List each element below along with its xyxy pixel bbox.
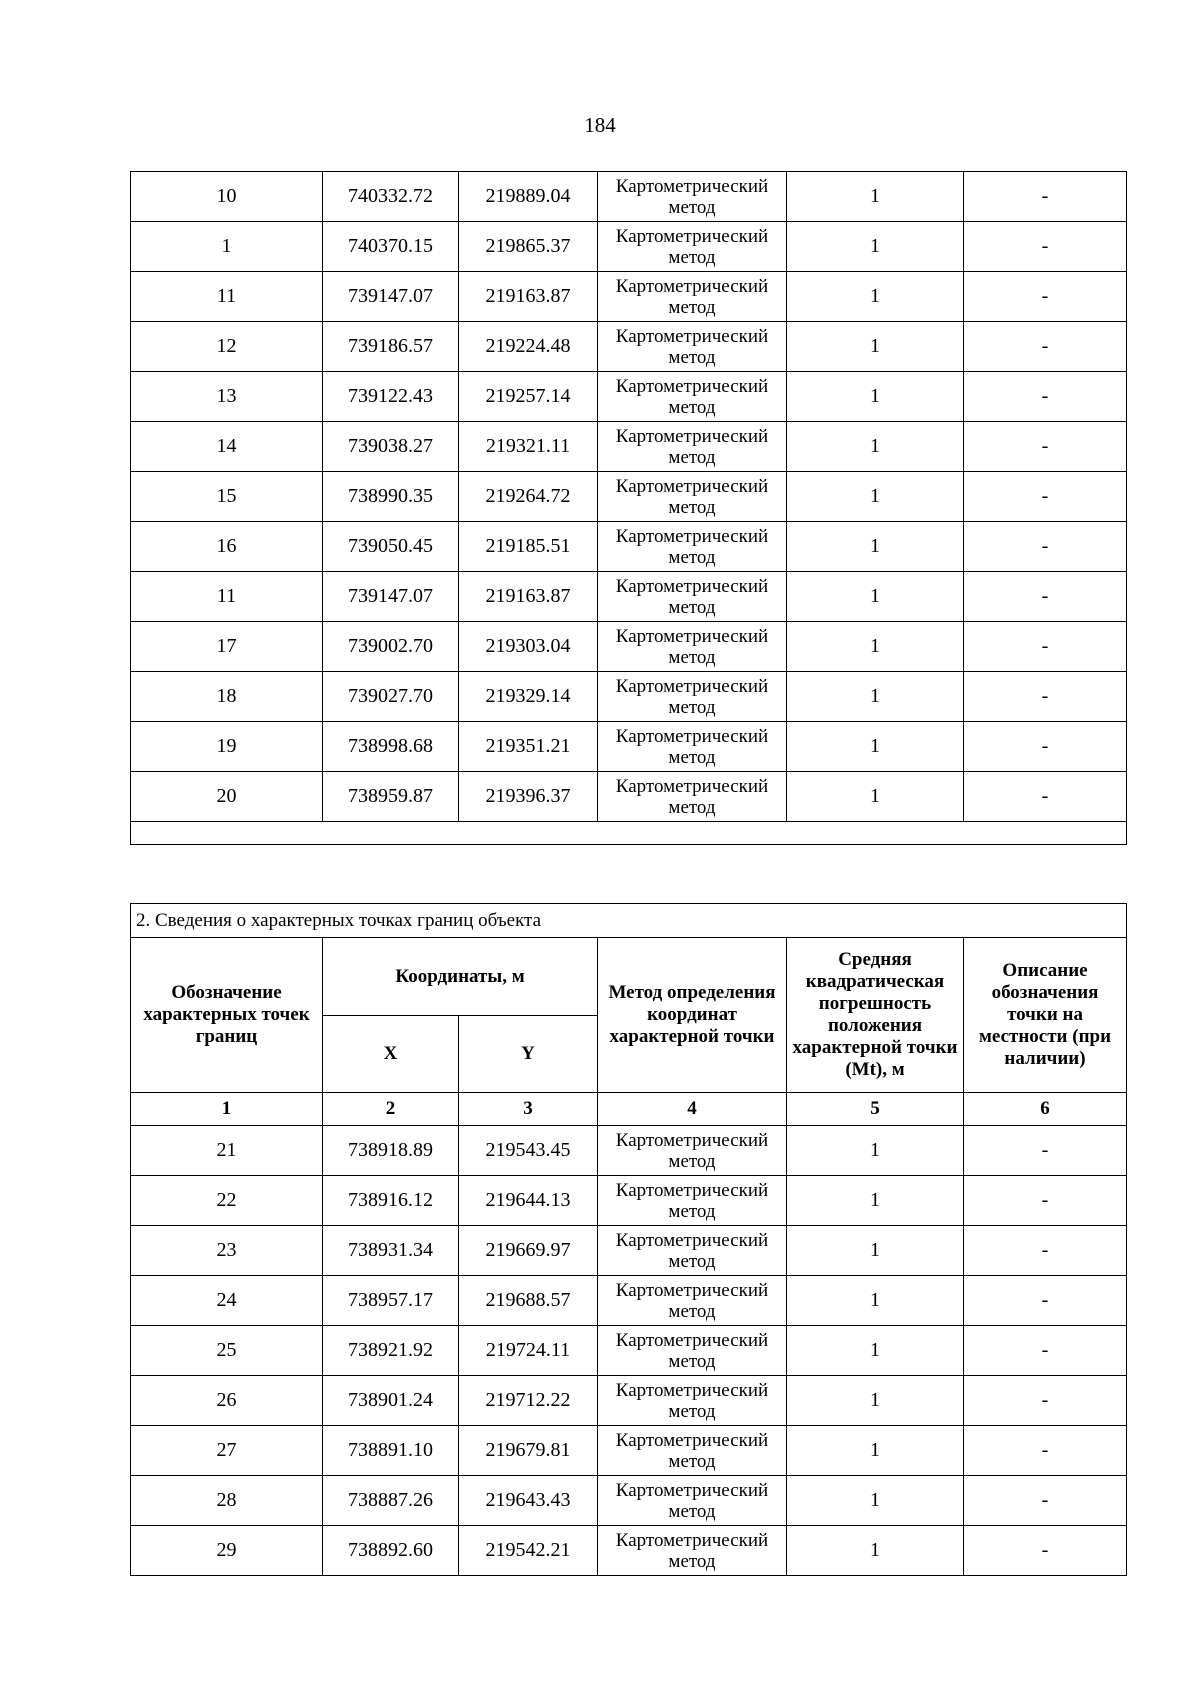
cell-method: Картометрический метод: [598, 322, 787, 372]
cell-method: Картометрический метод: [598, 1326, 787, 1376]
cell-method: Картометрический метод: [598, 772, 787, 822]
cell-y: 219865.37: [459, 222, 598, 272]
cell-method: Картометрический метод: [598, 672, 787, 722]
cell-y: 219351.21: [459, 722, 598, 772]
cell-mt: 1: [787, 1126, 964, 1176]
cell-x: 738957.17: [323, 1276, 459, 1326]
cell-x: 740332.72: [323, 172, 459, 222]
cell-desc: -: [964, 722, 1127, 772]
cell-point: 17: [131, 622, 323, 672]
cell-point: 21: [131, 1126, 323, 1176]
cell-method: Картометрический метод: [598, 222, 787, 272]
cell-point: 23: [131, 1226, 323, 1276]
cell-x: 739027.70: [323, 672, 459, 722]
cell-x: 739002.70: [323, 622, 459, 672]
table-row: [131, 1276, 1127, 1326]
cell-mt: 1: [787, 1226, 964, 1276]
cell-desc: -: [964, 572, 1127, 622]
empty-row: [131, 822, 1127, 845]
cell-method: Картометрический метод: [598, 1426, 787, 1476]
cell-desc: -: [964, 1126, 1127, 1176]
table-row: [131, 1326, 1127, 1376]
header-method: Метод определения координат характерной точки: [598, 938, 787, 1093]
cell-mt: 1: [787, 1426, 964, 1476]
cell-x: 739050.45: [323, 522, 459, 572]
table-row: [131, 622, 1127, 672]
cell-point: 26: [131, 1376, 323, 1426]
cell-mt: 1: [787, 1276, 964, 1326]
table-row: [131, 322, 1127, 372]
cell-y: 219303.04: [459, 622, 598, 672]
table-row: [131, 1476, 1127, 1526]
table-row: [131, 1126, 1127, 1176]
col-number: 2: [323, 1093, 459, 1126]
cell-x: 738990.35: [323, 472, 459, 522]
cell-y: 219712.22: [459, 1376, 598, 1426]
cell-desc: -: [964, 172, 1127, 222]
cell-method: Картометрический метод: [598, 1126, 787, 1176]
cell-desc: -: [964, 422, 1127, 472]
table-row: [131, 222, 1127, 272]
cell-mt: 1: [787, 722, 964, 772]
cell-x: 738887.26: [323, 1476, 459, 1526]
cell-desc: -: [964, 1476, 1127, 1526]
cell-desc: -: [964, 672, 1127, 722]
cell-mt: 1: [787, 1176, 964, 1226]
cell-desc: -: [964, 1176, 1127, 1226]
cell-mt: 1: [787, 572, 964, 622]
cell-desc: -: [964, 272, 1127, 322]
cell-mt: 1: [787, 472, 964, 522]
cell-x: 739147.07: [323, 272, 459, 322]
cell-method: Картометрический метод: [598, 1176, 787, 1226]
cell-mt: 1: [787, 1326, 964, 1376]
cell-x: 739038.27: [323, 422, 459, 472]
cell-point: 18: [131, 672, 323, 722]
cell-desc: -: [964, 222, 1127, 272]
col-number: 6: [964, 1093, 1127, 1126]
cell-y: 219264.72: [459, 472, 598, 522]
cell-method: Картометрический метод: [598, 522, 787, 572]
cell-method: Картометрический метод: [598, 272, 787, 322]
header-desc: Описание обозначения точки на местности (при наличии): [964, 938, 1127, 1093]
cell-y: 219321.11: [459, 422, 598, 472]
cell-method: Картометрический метод: [598, 1376, 787, 1426]
empty-cell: [131, 822, 1127, 845]
cell-method: Картометрический метод: [598, 1226, 787, 1276]
cell-point: 29: [131, 1526, 323, 1576]
cell-point: 12: [131, 322, 323, 372]
header-coords: Координаты, м: [323, 938, 598, 1016]
cell-desc: -: [964, 372, 1127, 422]
cell-method: Картометрический метод: [598, 722, 787, 772]
table2-body: [131, 1126, 1127, 1576]
cell-point: 28: [131, 1476, 323, 1526]
cell-desc: -: [964, 1326, 1127, 1376]
cell-point: 24: [131, 1276, 323, 1326]
cell-mt: 1: [787, 272, 964, 322]
cell-mt: 1: [787, 172, 964, 222]
table-row: [131, 172, 1127, 222]
cell-desc: -: [964, 1226, 1127, 1276]
cell-method: Картометрический метод: [598, 622, 787, 672]
header-mt: Средняя квадратическая погрешность положения характерной точки (Mt), м: [787, 938, 964, 1093]
cell-y: 219543.45: [459, 1126, 598, 1176]
cell-mt: 1: [787, 1376, 964, 1426]
cell-mt: 1: [787, 522, 964, 572]
cell-method: Картометрический метод: [598, 472, 787, 522]
cell-y: 219185.51: [459, 522, 598, 572]
cell-desc: -: [964, 1526, 1127, 1576]
table-row: [131, 272, 1127, 322]
cell-desc: -: [964, 472, 1127, 522]
table-row: [131, 1376, 1127, 1426]
cell-x: 740370.15: [323, 222, 459, 272]
table-row: [131, 422, 1127, 472]
cell-x: 738998.68: [323, 722, 459, 772]
table-row: [131, 372, 1127, 422]
cell-point: 11: [131, 272, 323, 322]
cell-y: 219644.13: [459, 1176, 598, 1226]
table-row: [131, 472, 1127, 522]
cell-point: 13: [131, 372, 323, 422]
cell-mt: 1: [787, 622, 964, 672]
cell-y: 219688.57: [459, 1276, 598, 1326]
page-number: 184: [584, 113, 616, 137]
cell-point: 25: [131, 1326, 323, 1376]
cell-method: Картометрический метод: [598, 172, 787, 222]
table-row: [131, 522, 1127, 572]
boundary-points-table-continued: [130, 171, 1127, 845]
cell-point: 11: [131, 572, 323, 622]
cell-y: 219396.37: [459, 772, 598, 822]
section-title: 2. Сведения о характерных точках границ объекта: [131, 904, 1127, 938]
cell-desc: -: [964, 1376, 1127, 1426]
cell-point: 27: [131, 1426, 323, 1476]
col-number: 5: [787, 1093, 964, 1126]
table1-body: [131, 172, 1127, 845]
col-number: 4: [598, 1093, 787, 1126]
cell-x: 738901.24: [323, 1376, 459, 1426]
table-row: [131, 722, 1127, 772]
cell-y: 219669.97: [459, 1226, 598, 1276]
header-y: Y: [459, 1016, 598, 1093]
cell-point: 14: [131, 422, 323, 472]
cell-method: Картометрический метод: [598, 1476, 787, 1526]
cell-desc: -: [964, 772, 1127, 822]
cell-y: 219224.48: [459, 322, 598, 372]
cell-mt: 1: [787, 772, 964, 822]
cell-y: 219163.87: [459, 572, 598, 622]
cell-desc: -: [964, 622, 1127, 672]
cell-method: Картометрический метод: [598, 372, 787, 422]
cell-y: 219329.14: [459, 672, 598, 722]
cell-x: 739122.43: [323, 372, 459, 422]
cell-method: Картометрический метод: [598, 572, 787, 622]
cell-point: 15: [131, 472, 323, 522]
table-row: [131, 1526, 1127, 1576]
cell-x: 738959.87: [323, 772, 459, 822]
cell-mt: 1: [787, 222, 964, 272]
table-row: [131, 1426, 1127, 1476]
cell-method: Картометрический метод: [598, 422, 787, 472]
cell-x: 738931.34: [323, 1226, 459, 1276]
boundary-points-table: [130, 903, 1127, 1576]
cell-x: 738918.89: [323, 1126, 459, 1176]
cell-point: 19: [131, 722, 323, 772]
cell-method: Картометрический метод: [598, 1526, 787, 1576]
table-row: [131, 1176, 1127, 1226]
cell-mt: 1: [787, 672, 964, 722]
header-point: Обозначение характерных точек границ: [131, 938, 323, 1093]
cell-mt: 1: [787, 372, 964, 422]
table-row: [131, 772, 1127, 822]
cell-y: 219889.04: [459, 172, 598, 222]
cell-method: Картометрический метод: [598, 1276, 787, 1326]
cell-desc: -: [964, 1426, 1127, 1476]
cell-x: 738892.60: [323, 1526, 459, 1576]
cell-desc: -: [964, 322, 1127, 372]
cell-y: 219679.81: [459, 1426, 598, 1476]
cell-y: 219257.14: [459, 372, 598, 422]
cell-mt: 1: [787, 422, 964, 472]
cell-x: 738916.12: [323, 1176, 459, 1226]
cell-point: 20: [131, 772, 323, 822]
cell-point: 1: [131, 222, 323, 272]
table2-header: [131, 904, 1127, 1126]
cell-point: 22: [131, 1176, 323, 1226]
cell-y: 219724.11: [459, 1326, 598, 1376]
cell-mt: 1: [787, 1526, 964, 1576]
header-x: X: [323, 1016, 459, 1093]
cell-y: 219163.87: [459, 272, 598, 322]
cell-desc: -: [964, 522, 1127, 572]
col-number: 3: [459, 1093, 598, 1126]
cell-point: 10: [131, 172, 323, 222]
cell-x: 738891.10: [323, 1426, 459, 1476]
table-row: [131, 672, 1127, 722]
cell-y: 219643.43: [459, 1476, 598, 1526]
cell-y: 219542.21: [459, 1526, 598, 1576]
table-row: [131, 1226, 1127, 1276]
cell-x: 738921.92: [323, 1326, 459, 1376]
cell-x: 739147.07: [323, 572, 459, 622]
cell-desc: -: [964, 1276, 1127, 1326]
col-number: 1: [131, 1093, 323, 1126]
cell-mt: 1: [787, 322, 964, 372]
cell-point: 16: [131, 522, 323, 572]
cell-x: 739186.57: [323, 322, 459, 372]
cell-mt: 1: [787, 1476, 964, 1526]
table-row: [131, 572, 1127, 622]
